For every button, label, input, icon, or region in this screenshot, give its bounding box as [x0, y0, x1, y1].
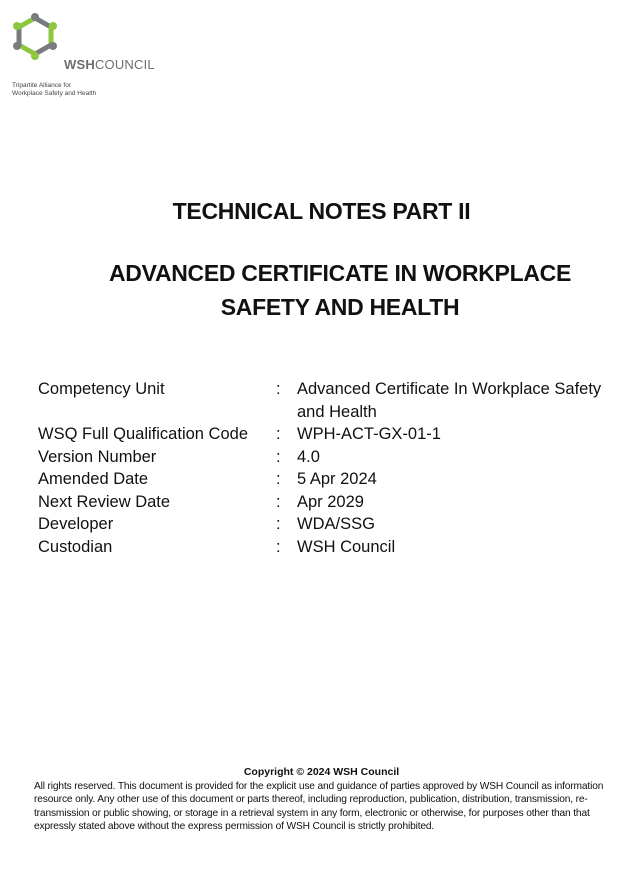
document-info-table — [38, 378, 638, 558]
info-separator: : — [276, 492, 281, 511]
info-label: WSQ Full Qualification Code — [38, 425, 248, 443]
info-label: Competency Unit — [38, 380, 165, 398]
info-row-qualification-code — [38, 423, 638, 446]
info-separator: : — [276, 470, 281, 488]
info-value: 4.0 — [297, 447, 320, 466]
info-value: WPH-ACT-GX-01-1 — [297, 425, 441, 443]
info-separator: : — [276, 515, 281, 533]
info-row-competency-unit — [38, 378, 638, 423]
info-label: Next Review Date — [38, 492, 171, 511]
info-label: Version Number — [38, 447, 157, 466]
info-row-custodian — [38, 536, 638, 559]
info-label: Developer — [38, 515, 114, 533]
logo-wordmark: WSHCOUNCIL — [64, 57, 155, 72]
info-value: WSH Council — [297, 537, 396, 556]
info-row-amended-date — [38, 468, 638, 491]
info-value: Apr 2029 — [297, 492, 364, 511]
info-row-next-review-date — [38, 491, 638, 514]
course-title: ADVANCED CERTIFICATE IN WORKPLACE SAFETY AND HEALTH — [108, 260, 572, 320]
info-value: 5 Apr 2024 — [297, 470, 377, 488]
info-separator: : — [276, 425, 281, 443]
info-value: Advanced Certificate In Workplace Safety and Health — [297, 380, 602, 421]
copyright-notice: All rights reserved. This document is provided for the explicit use and guidance of parties approved by WSH Council as information resource only. Any other use of this document or parts thereof, including reproduction, publication, distribution, transmission, re-transmission or public showing, or storage in a retrieval system in any form, electronic or otherwise, for purposes other than that expressly stated above without the express permission of WSH Council is strictly prohibited. — [34, 781, 604, 833]
logo-tagline: Tripartite Alliance for Workplace Safety and Health — [12, 82, 97, 97]
info-label: Amended Date — [38, 470, 149, 488]
info-label: Custodian — [38, 537, 113, 556]
info-separator: : — [276, 537, 281, 556]
wsh-council-emblem-icon — [10, 12, 60, 74]
info-row-developer — [38, 513, 638, 536]
copyright-heading: Copyright © 2024 WSH Council — [243, 766, 400, 778]
info-value: WDA/SSG — [297, 515, 375, 533]
info-row-version-number — [38, 446, 638, 469]
document-type-title: TECHNICAL NOTES PART II — [172, 198, 471, 224]
info-separator: : — [276, 380, 281, 398]
info-separator: : — [276, 447, 281, 466]
wsh-council-logo — [10, 12, 170, 102]
